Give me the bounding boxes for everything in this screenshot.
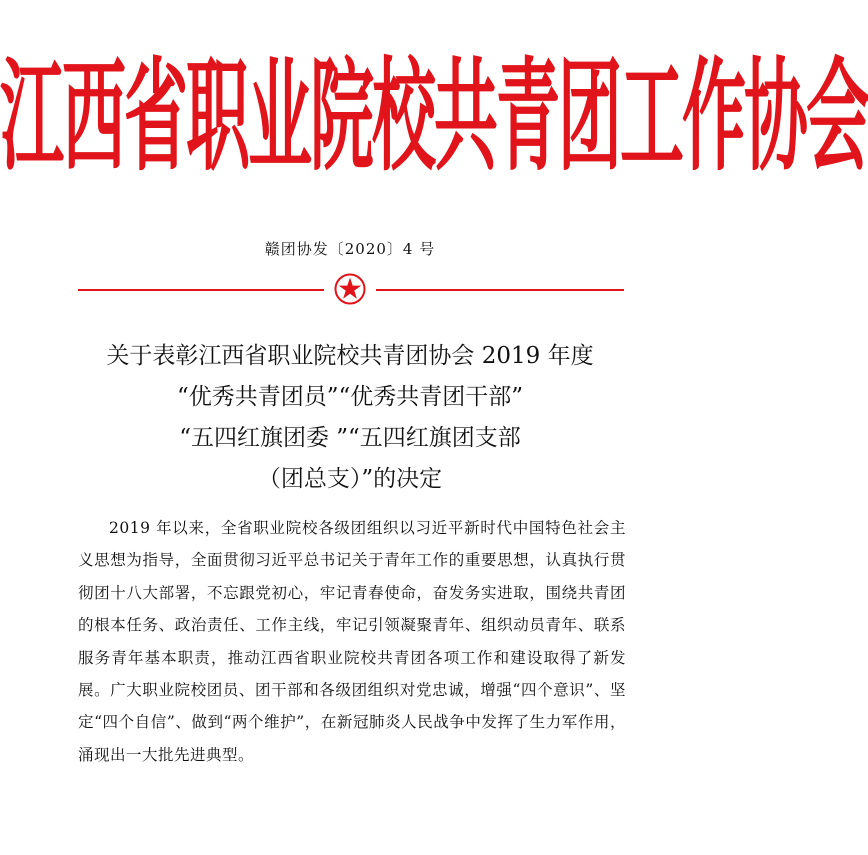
red-rule-left — [78, 289, 324, 291]
title-line-2: “优秀共青团员”“优秀共青团干部” — [176, 384, 524, 410]
red-star-icon — [334, 273, 366, 305]
title-line-4: （团总支）”的决定 — [257, 466, 443, 492]
title-line-1: 关于表彰江西省职业院校共青团协会 2019 年度 — [106, 343, 594, 369]
organization-header: 江西省职业院校共青团工作协会 — [0, 48, 868, 190]
body-paragraph: 2019 年以来，全省职业院校各级团组织以习近平新时代中国特色社会主义思想为指导，全面贯彻习近平总书记关于青年工作的重要思想，认真执行贯彻团十八大部署，不忘跟党初心，牢记青春使命，奋发务实进取，围绕共青团的根本任务、政治责任、工作主线，牢记引领凝聚青年、组织动员青年、联系服务青年基本职责，推动江西省职业院校共青团各项工作和建设取得了新发展。广大职业院校团员、团干部和各级团组织对党忠诚，增强“四个意识”、坚定“四个自信”、做到“两个维护”，在新冠肺炎人民战争中发挥了生力军作用，涌现出一大批先进典型。 — [78, 519, 626, 764]
document-title — [0, 336, 700, 500]
red-rule-right — [376, 289, 624, 291]
title-line-3: “五四红旗团委 ”“五四红旗团支部 — [179, 425, 521, 451]
document-number: 赣团协发〔2020〕4 号 — [264, 240, 436, 258]
